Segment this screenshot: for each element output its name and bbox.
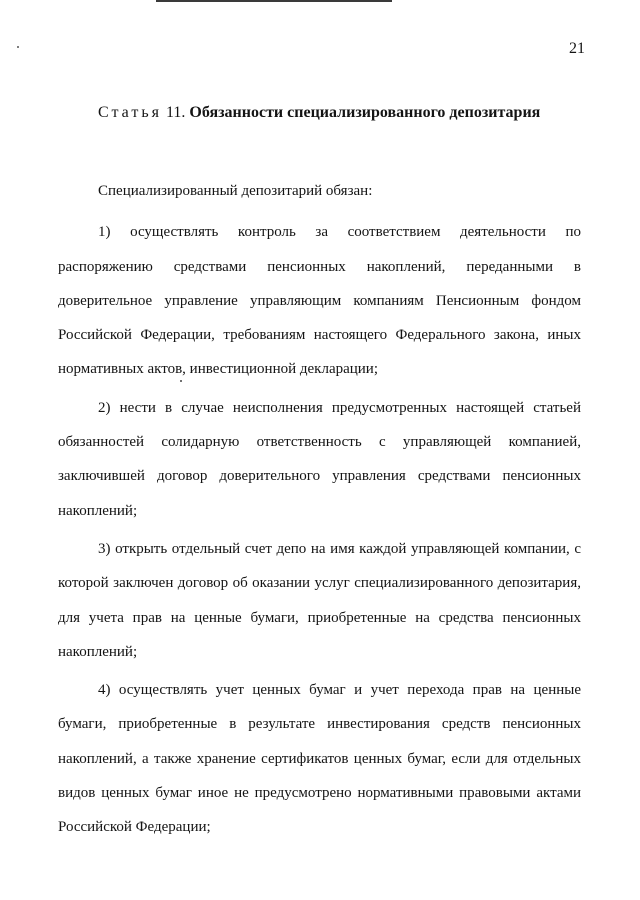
list-item: 3) открыть отдельный счет депо на имя каждой управляющей компании, с которой заключен договор об оказании услуг специализированного депозитария, для учета прав на ценные бумаги, приобретенные на средства пенсионных накоплений;: [58, 540, 581, 660]
top-rule: [156, 0, 392, 2]
list-item: 2) нести в случае неисполнения предусмотренных настоящей статьей обязанностей солидарную ответственность с управляющей компанией, заключившей договор доверительного управления средствами пенсионных накоплений;: [58, 399, 581, 519]
intro-paragraph: Специализированный депозитарий обязан:: [98, 183, 373, 199]
list-item: 1) осуществлять контроль за соответствием деятельности по распоряжению средствами пенсионных накоплений, переданными в доверительное управление управляющим компаниям Пенсионным фондом Российской Федерации, требованиям настоящего Федерального закона, иных нормативных актов, инвестиционной декларации;: [58, 224, 581, 378]
list-item: 4) осуществлять учет ценных бумаг и учет перехода прав на ценные бумаги, приобретенные в результате инвестирования средств пенсионных накоплений, а также хранение сертификатов ценных бумаг, если для отдельных видов ценных бумаг иное не предусмотрено нормативными правовыми актами Российской Федерации;: [58, 682, 581, 836]
article-label: Статья: [98, 104, 162, 121]
scan-mark: [17, 46, 19, 48]
article-body: [58, 174, 581, 849]
article-title: Обязанности специализированного депозитария: [189, 104, 541, 121]
article-heading: [98, 104, 540, 122]
article-number: 11.: [165, 104, 186, 121]
page-number: 21: [569, 40, 585, 57]
